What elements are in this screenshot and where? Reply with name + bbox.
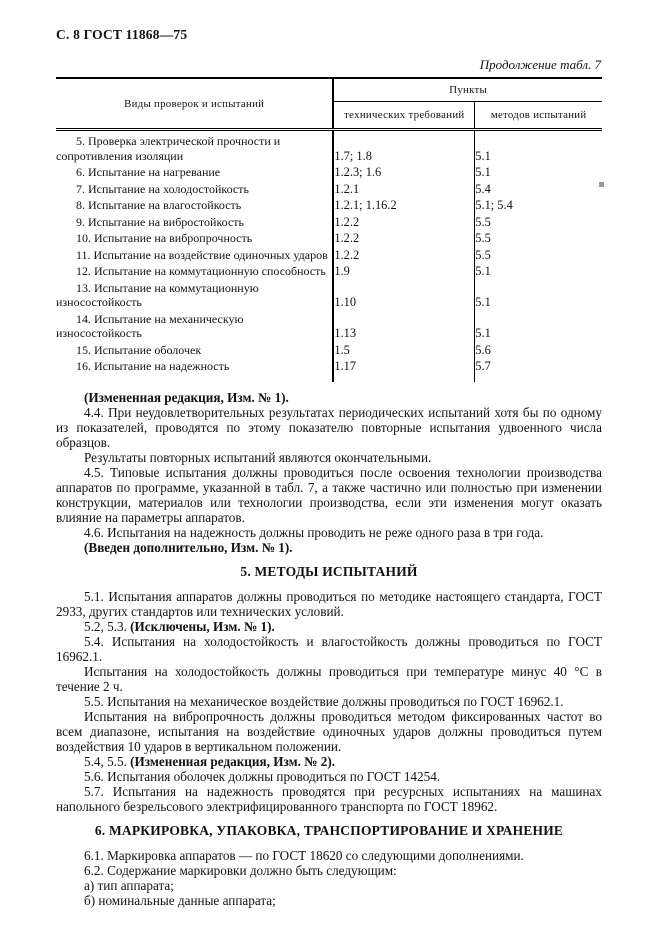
table-row xyxy=(56,358,602,382)
cell-method: 5.1 xyxy=(475,311,602,342)
paragraph-text: Испытания на холодостойкость должны проводиться при температуре минус 40 °С в течение 2 ч. xyxy=(56,663,602,694)
cell-method: 5.5 xyxy=(475,247,602,264)
section-heading: 5. МЕТОДЫ ИСПЫТАНИЙ xyxy=(240,563,418,579)
cell-method: 5.1 xyxy=(475,280,602,311)
paragraph xyxy=(56,784,602,814)
paragraph xyxy=(56,878,602,893)
tests-table xyxy=(56,77,602,382)
paragraph-text: 4.6. Испытания на надежность должны проводить не реже одного раза в три года. xyxy=(84,524,544,540)
paragraph-text: 4.5. Типовые испытания должны проводиться после освоения технологии производства аппаратов по программе, указанной в табл. 7, а также частично или полностью при изменении конструкции, материалов или технологии производства, если эти изменения могут оказать влияние на параметры аппаратов. xyxy=(56,464,602,525)
paragraph xyxy=(56,450,602,465)
document-body xyxy=(56,390,602,908)
paragraph xyxy=(56,848,602,863)
cell-name: 11. Испытание на воздействие одиночных ударов xyxy=(76,247,328,262)
paragraph-text: 6.2. Содержание маркировки должно быть следующим: xyxy=(84,862,397,878)
paragraph xyxy=(56,540,602,555)
paragraph-text-bold: (Измененная редакция, Изм. № 2). xyxy=(130,753,336,769)
paragraph-text-bold: (Введен дополнительно, Изм. № 1). xyxy=(84,539,293,555)
cell-method: 5.1 xyxy=(475,263,602,280)
cell-name: 12. Испытание на коммутационную способность xyxy=(76,264,326,278)
cell-tech: 1.13 xyxy=(333,311,474,342)
table-header xyxy=(56,78,602,130)
cell-tech: 1.7; 1.8 xyxy=(333,130,474,165)
column-group-header-points: Пункты xyxy=(333,78,602,102)
paragraph-text: 5.7. Испытания на надежность проводятся при ресурсных испытаниях на машинах напольного безрельсового электрифицированного транспорта по ГОСТ 18962. xyxy=(56,783,602,814)
paragraph-text-bold: (Измененная редакция, Изм. № 1). xyxy=(84,389,289,405)
table-row xyxy=(56,214,602,231)
cell-name: 16. Испытание на надежность xyxy=(76,359,230,373)
paragraph xyxy=(56,754,602,769)
paragraph xyxy=(56,405,602,450)
column-header-kinds: Виды проверок и испытаний xyxy=(124,97,265,110)
cell-tech: 1.5 xyxy=(333,342,474,359)
table-row xyxy=(56,311,602,342)
table-row xyxy=(56,230,602,247)
cell-name: 5. Проверка электрической прочности и сопротивления изоляции xyxy=(56,134,281,163)
table-row xyxy=(56,280,602,311)
paragraph-text: 5.4. Испытания на холодостойкость и влагостойкость должны проводиться по ГОСТ 16962.1. xyxy=(56,633,602,664)
cell-name: 7. Испытание на холодостойкость xyxy=(76,181,249,196)
paragraph-text: 5.6. Испытания оболочек должны проводиться по ГОСТ 14254. xyxy=(84,768,441,784)
column-header-tech-requirements: технических требований xyxy=(333,102,474,130)
paragraph xyxy=(56,863,602,878)
paragraph-text: 5.2, 5.3. xyxy=(84,618,131,634)
paragraph xyxy=(56,634,602,664)
paragraph-text: 4.4. При неудовлетворительных результатах периодических испытаний хотя бы по одному из показателей, проводятся по этому показателю повторные испытания удвоенного числа образцов. xyxy=(56,404,602,450)
table-row xyxy=(56,164,602,181)
paragraph-text: 5.4, 5.5. xyxy=(84,753,131,769)
table-caption: Продолжение табл. 7 xyxy=(479,57,601,72)
cell-name: 8. Испытание на влагостойкость xyxy=(76,198,242,212)
paragraph-text: 5.1. Испытания аппаратов должны проводиться по методике настоящего стандарта, ГОСТ 2933, других стандартов или технических условий. xyxy=(56,588,602,619)
paragraph xyxy=(56,465,602,525)
cell-name: 14. Испытание на механическую износостойкость xyxy=(56,311,244,340)
paragraph xyxy=(56,694,602,709)
cell-name: 10. Испытание на вибропрочность xyxy=(76,231,253,245)
cell-tech: 1.2.2 xyxy=(333,214,474,231)
paragraph-text: 6.1. Маркировка аппаратов — по ГОСТ 18620 со следующими дополнениями. xyxy=(84,847,524,863)
table-row xyxy=(56,247,602,264)
paragraph xyxy=(56,390,602,405)
paragraph xyxy=(56,619,602,634)
table-row xyxy=(56,342,602,359)
cell-name: 13. Испытание на коммутационную износостойкость xyxy=(56,280,259,309)
cell-tech: 1.17 xyxy=(333,358,474,382)
paragraph-text: Результаты повторных испытаний являются окончательными. xyxy=(84,449,432,465)
cell-method: 5.1 xyxy=(475,130,602,165)
paragraph xyxy=(56,525,602,540)
paragraph xyxy=(56,769,602,784)
paragraph-text: Испытания на вибропрочность должны проводиться методом фиксированных частот во всем диапазоне, испытания на воздействие одиночных ударов должны проводиться путем воздействия 10 ударов в вертикальном положении. xyxy=(56,708,602,754)
paragraph-text: 5.5. Испытания на механическое воздействие должны проводиться по ГОСТ 16962.1. xyxy=(84,693,564,709)
table-row xyxy=(56,197,602,214)
section-heading: 6. МАРКИРОВКА, УПАКОВКА, ТРАНСПОРТИРОВАНИЕ И ХРАНЕНИЕ xyxy=(94,822,564,838)
paragraph-text: а) тип аппарата; xyxy=(84,877,174,893)
table-row xyxy=(56,130,602,165)
paragraph xyxy=(56,709,602,754)
cell-tech: 1.2.1; 1.16.2 xyxy=(333,197,474,214)
cell-method: 5.5 xyxy=(475,230,602,247)
cell-method: 5.1; 5.4 xyxy=(475,197,602,214)
paragraph xyxy=(56,893,602,908)
table-body xyxy=(56,130,602,382)
paragraph xyxy=(56,664,602,694)
page-header: С. 8 ГОСТ 11868—75 xyxy=(56,27,188,42)
table-row xyxy=(56,181,602,198)
column-header-test-methods: методов испытаний xyxy=(475,102,602,130)
cell-tech: 1.10 xyxy=(333,280,474,311)
cell-tech: 1.2.1 xyxy=(333,181,474,198)
cell-tech: 1.9 xyxy=(333,263,474,280)
paragraph-text: б) номинальные данные аппарата; xyxy=(84,892,276,908)
cell-name: 9. Испытание на вибростойкость xyxy=(76,214,244,229)
cell-name: 6. Испытание на нагревание xyxy=(76,165,221,179)
cell-method: 5.4 xyxy=(475,181,602,198)
cell-tech: 1.2.2 xyxy=(333,247,474,264)
paragraph-text-bold: (Исключены, Изм. № 1). xyxy=(130,618,275,634)
cell-method: 5.7 xyxy=(475,358,602,382)
cell-method: 5.6 xyxy=(475,342,602,359)
table-row xyxy=(56,263,602,280)
paragraph xyxy=(56,589,602,619)
cell-method: 5.5 xyxy=(475,214,602,231)
cell-method: 5.1 xyxy=(475,164,602,181)
scan-artifact xyxy=(599,182,604,187)
cell-tech: 1.2.3; 1.6 xyxy=(333,164,474,181)
page-content xyxy=(56,0,602,908)
cell-tech: 1.2.2 xyxy=(333,230,474,247)
cell-name: 15. Испытание оболочек xyxy=(76,342,202,357)
